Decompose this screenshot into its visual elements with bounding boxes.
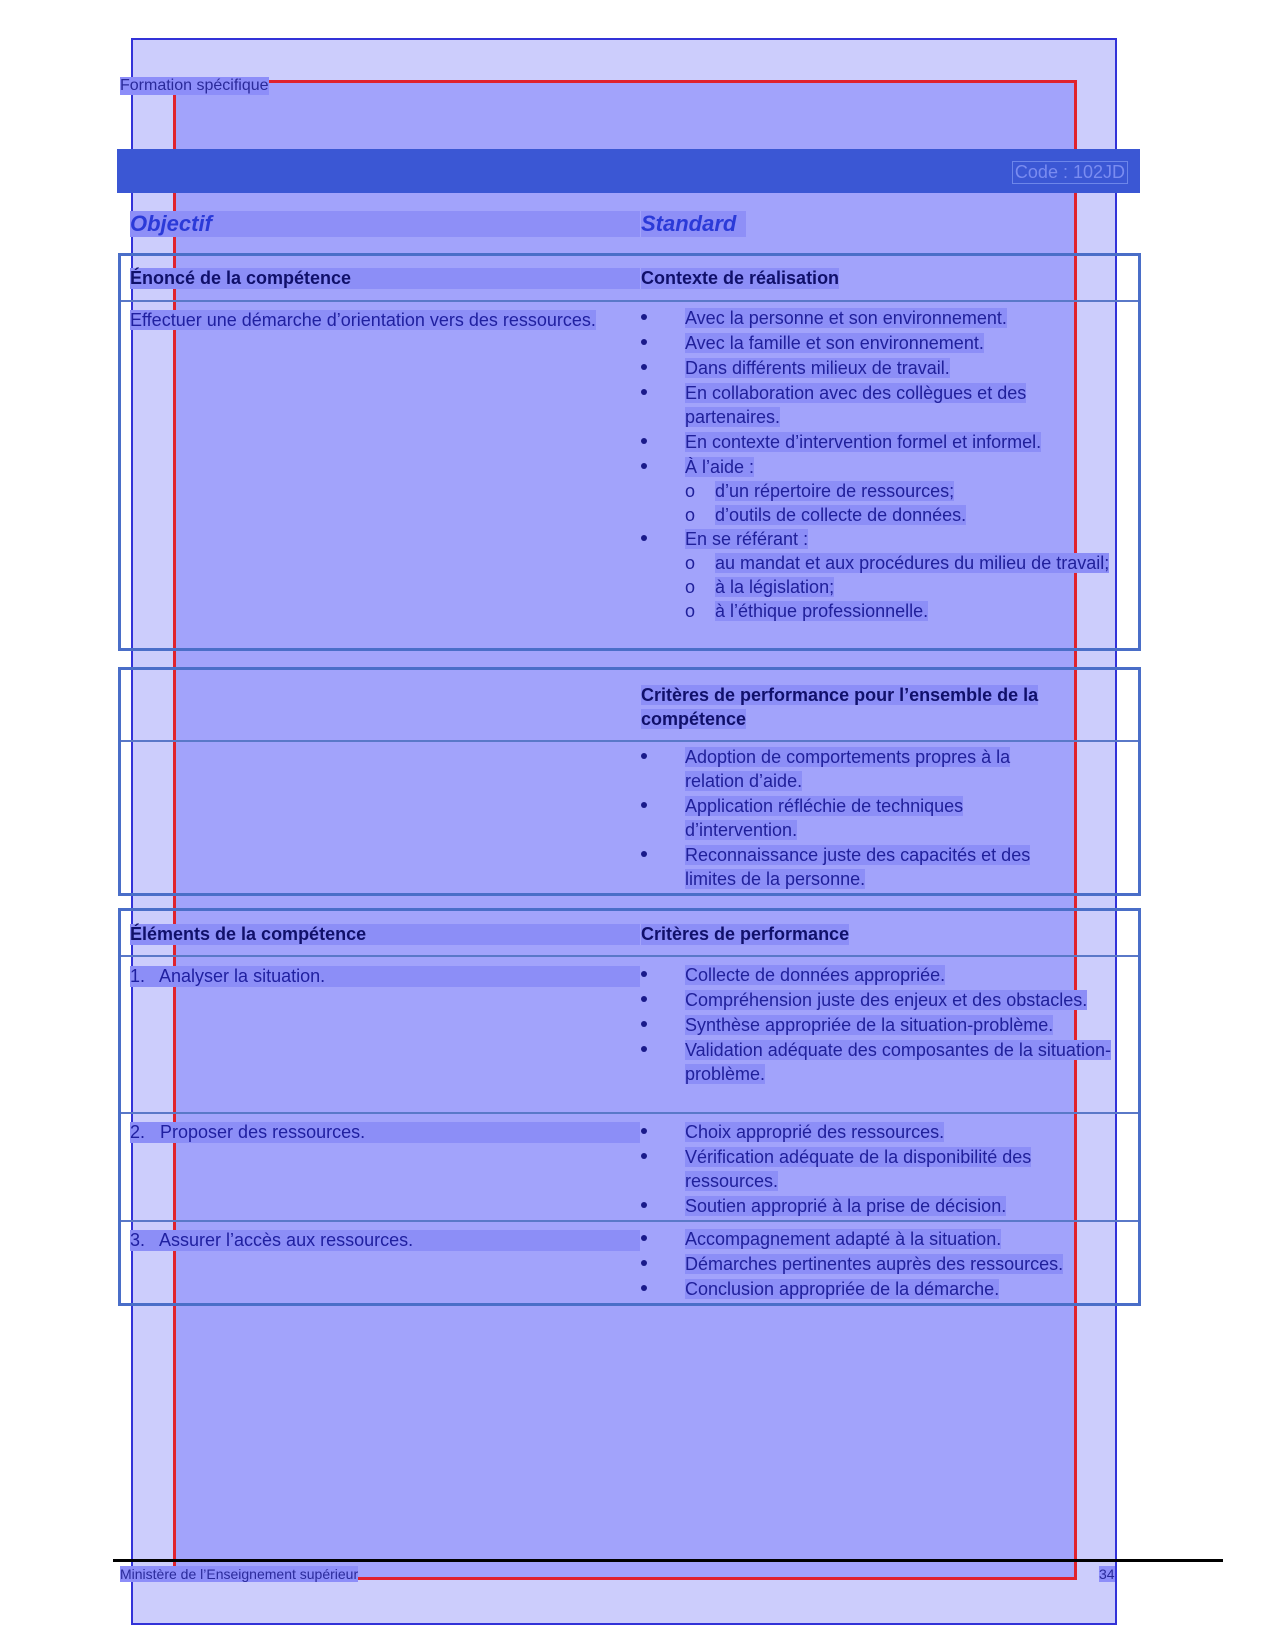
list-item: o d’un répertoire de ressources; [685, 481, 955, 501]
list-item: Adoption de comportements propres à la relation d’aide. [641, 745, 1071, 793]
element-1-criteria [641, 963, 1111, 1086]
competency-code: Code : 102JD [1012, 161, 1128, 184]
list-item: En collaboration avec des collègues et des partenaires. [641, 381, 1111, 429]
enonce-heading: Énoncé de la compétence [130, 268, 640, 289]
list-item: Synthèse appropriée de la situation-problème. [641, 1013, 1111, 1037]
list-item: Compréhension juste des enjeux et des obstacles. [641, 988, 1111, 1012]
list-item: Application réfléchie de techniques d’intervention. [641, 794, 1071, 842]
contexte-list [641, 306, 1111, 623]
element-1: 1. Analyser la situation. [130, 966, 640, 987]
objectif-heading: Objectif [130, 211, 640, 237]
list-item: Vérification adéquate de la disponibilité des ressources. [641, 1145, 1111, 1193]
aide-sublist [685, 479, 1111, 527]
criteria-heading: Critères de performance [641, 924, 850, 944]
footer-rule [113, 1559, 1223, 1562]
list-item: Reconnaissance juste des capacités et des limites de la personne. [641, 843, 1071, 891]
list-item: En se référant : o au mandat et aux procédures du milieu de travail; o à la législation; o à l’éthique professionnelle. [641, 527, 1111, 623]
list-item: Avec la personne et son environnement. [641, 306, 1111, 330]
page-number: 34 [1099, 1566, 1115, 1582]
code-bar [117, 149, 1140, 193]
list-item: o d’outils de collecte de données. [685, 505, 967, 525]
element-2-criteria [641, 1120, 1111, 1218]
footer-ministry: Ministère de l’Enseignement supérieur [120, 1566, 359, 1582]
program-label: Formation spécifique [120, 77, 269, 94]
list-item: Collecte de données appropriée. [641, 963, 1111, 987]
list-item: À l’aide : o d’un répertoire de ressources; o d’outils de collecte de données. [641, 455, 1111, 527]
list-item: o au mandat et aux procédures du milieu de travail; [685, 553, 1110, 573]
contexte-heading: Contexte de réalisation [641, 268, 840, 288]
list-item: Soutien approprié à la prise de décision. [641, 1194, 1111, 1218]
list-item: Avec la famille et son environnement. [641, 331, 1111, 355]
list-item: Démarches pertinentes auprès des ressources. [641, 1252, 1131, 1276]
list-item: Conclusion appropriée de la démarche. [641, 1277, 1131, 1301]
list-item: Accompagnement adapté à la situation. [641, 1227, 1131, 1251]
element-3-criteria [641, 1227, 1131, 1301]
elements-heading: Éléments de la compétence [130, 924, 640, 945]
referant-sublist [685, 551, 1111, 623]
standard-heading: Standard [641, 211, 746, 237]
list-item: Choix approprié des ressources. [641, 1120, 1111, 1144]
overall-criteria-heading: Critères de performance pour l’ensemble de la compétence [641, 685, 1039, 729]
list-item: En contexte d’intervention formel et informel. [641, 430, 1111, 454]
list-item: o à la législation; [685, 577, 835, 597]
enonce-text: Effectuer une démarche d’orientation vers des ressources. [130, 310, 596, 330]
element-3: 3. Assurer l’accès aux ressources. [130, 1230, 640, 1251]
list-item: Dans différents milieux de travail. [641, 356, 1111, 380]
list-item: o à l’éthique professionnelle. [685, 601, 929, 621]
list-item: Validation adéquate des composantes de la situation-problème. [641, 1038, 1111, 1086]
element-2: 2. Proposer des ressources. [130, 1122, 640, 1143]
overall-criteria-list [641, 745, 1071, 891]
